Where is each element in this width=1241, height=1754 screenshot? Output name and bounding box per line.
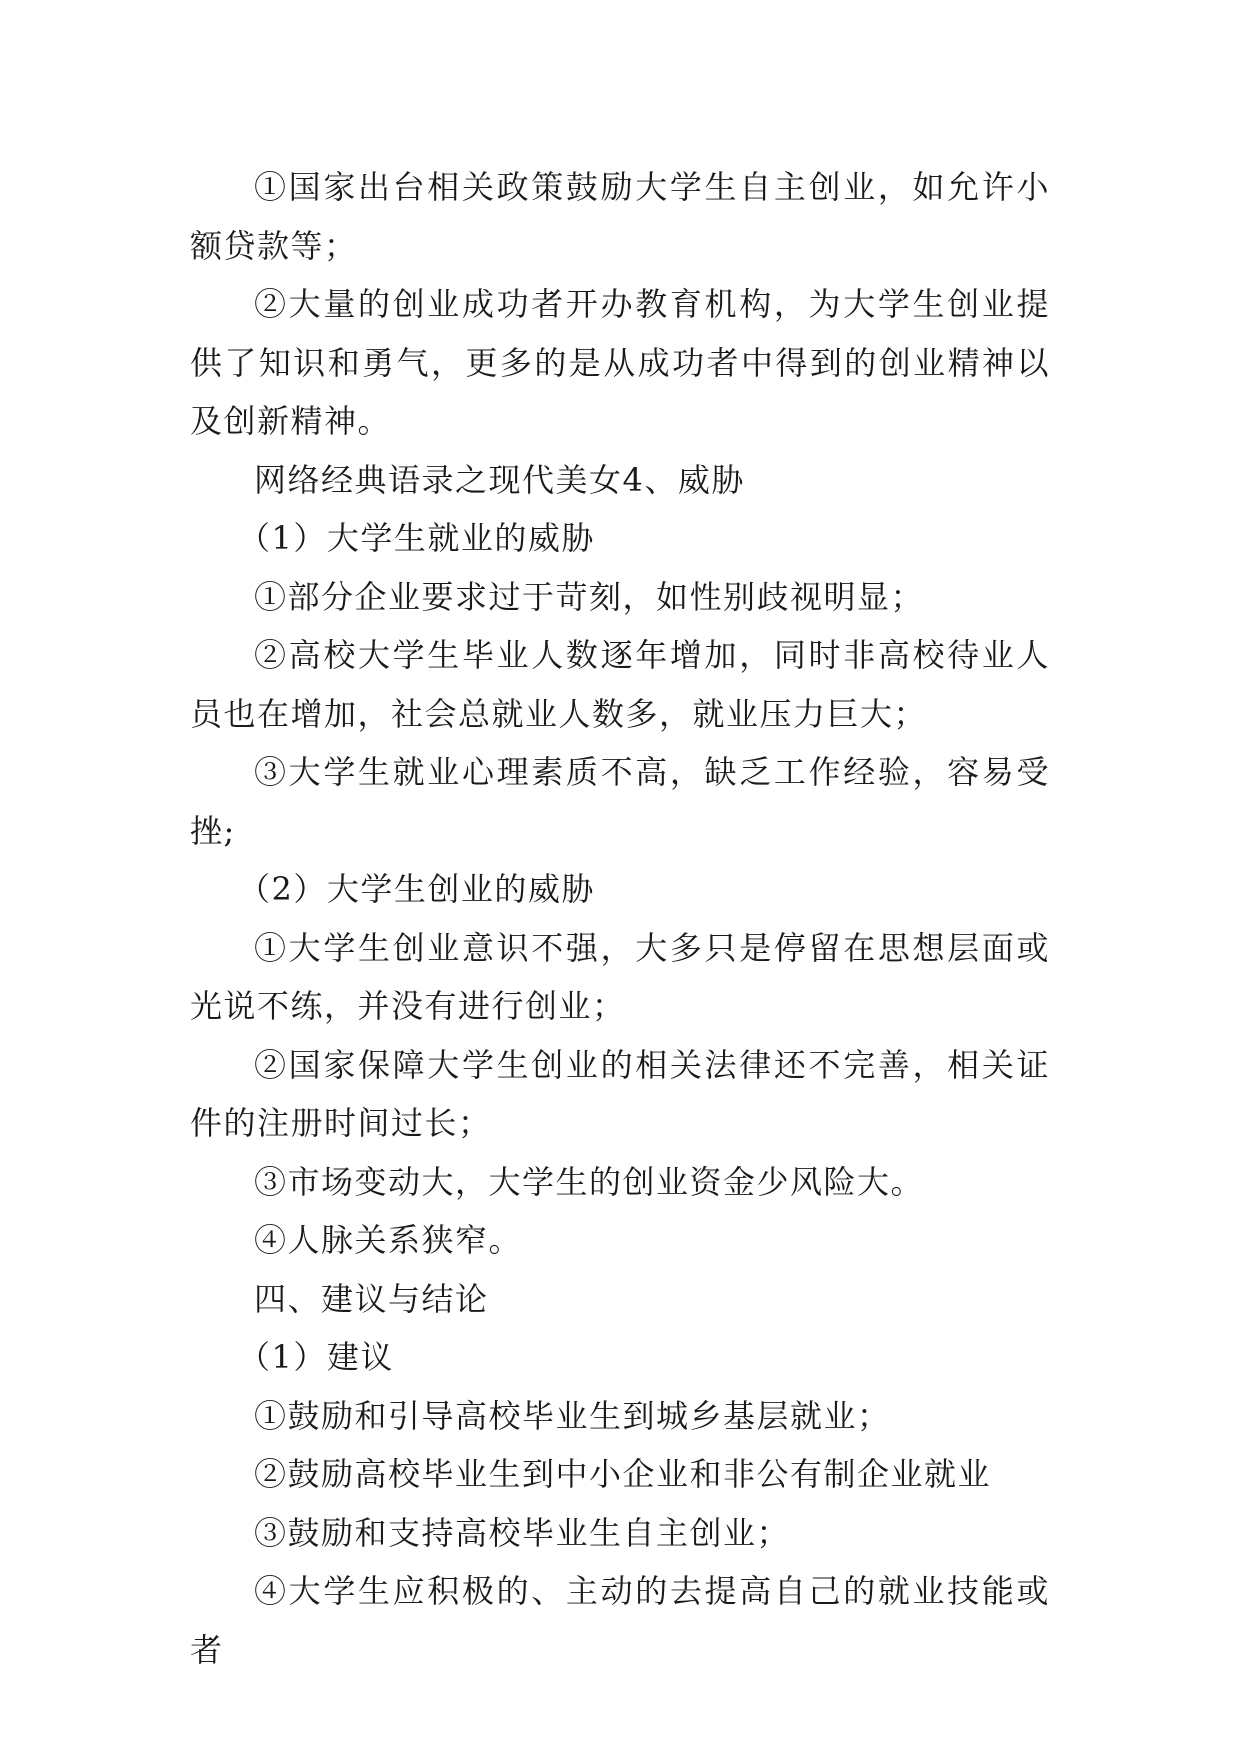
subheading-entrepreneurship-threats: （2）大学生创业的威胁 xyxy=(238,870,595,908)
subheading-employment-threats: （1）大学生就业的威胁 xyxy=(238,519,595,557)
paragraph-policy-support: ①国家出台相关政策鼓励大学生自主创业，如允许小额贷款等； xyxy=(190,168,1050,265)
document-body xyxy=(190,158,1050,1679)
paragraph-market-risk: ③市场变动大，大学生的创业资金少风险大。 xyxy=(254,1162,925,1201)
paragraph-psychological-quality: ③大学生就业心理素质不高，缺乏工作经验，容易受挫; xyxy=(190,753,1050,850)
paragraph-company-requirements: ①部分企业要求过于苛刻，如性别歧视明显； xyxy=(254,577,925,616)
paragraph-skills: ④大学生应积极的、主动的去提高自己的就业技能或者 xyxy=(190,1572,1050,1669)
paragraph-laws: ②国家保障大学生创业的相关法律还不完善，相关证件的注册时间过长； xyxy=(190,1045,1050,1142)
paragraph-connections: ④人脉关系狭窄。 xyxy=(254,1221,523,1259)
paragraph-threats-heading: 网络经典语录之现代美女4、威胁 xyxy=(254,460,745,499)
paragraph-awareness: ①大学生创业意识不强，大多只是停留在思想层面或光说不练，并没有进行创业； xyxy=(190,928,1050,1025)
subheading-suggestions: （1）建议 xyxy=(238,1338,394,1376)
paragraph-graduate-numbers: ②高校大学生毕业人数逐年增加，同时非高校待业人员也在增加，社会总就业人数多，就业压力巨大； xyxy=(190,636,1050,733)
paragraph-small-enterprises: ②鼓励高校毕业生到中小企业和非公有制企业就业 xyxy=(254,1455,992,1493)
section-heading-suggestions: 四、建议与结论 xyxy=(254,1279,489,1318)
paragraph-education-institutions: ②大量的创业成功者开办教育机构，为大学生创业提供了知识和勇气，更多的是从成功者中得到的创业精神以及创新精神。 xyxy=(190,285,1050,440)
paragraph-grassroots: ①鼓励和引导高校毕业生到城乡基层就业； xyxy=(254,1396,891,1435)
paragraph-self-employment: ③鼓励和支持高校毕业生自主创业； xyxy=(254,1513,791,1552)
